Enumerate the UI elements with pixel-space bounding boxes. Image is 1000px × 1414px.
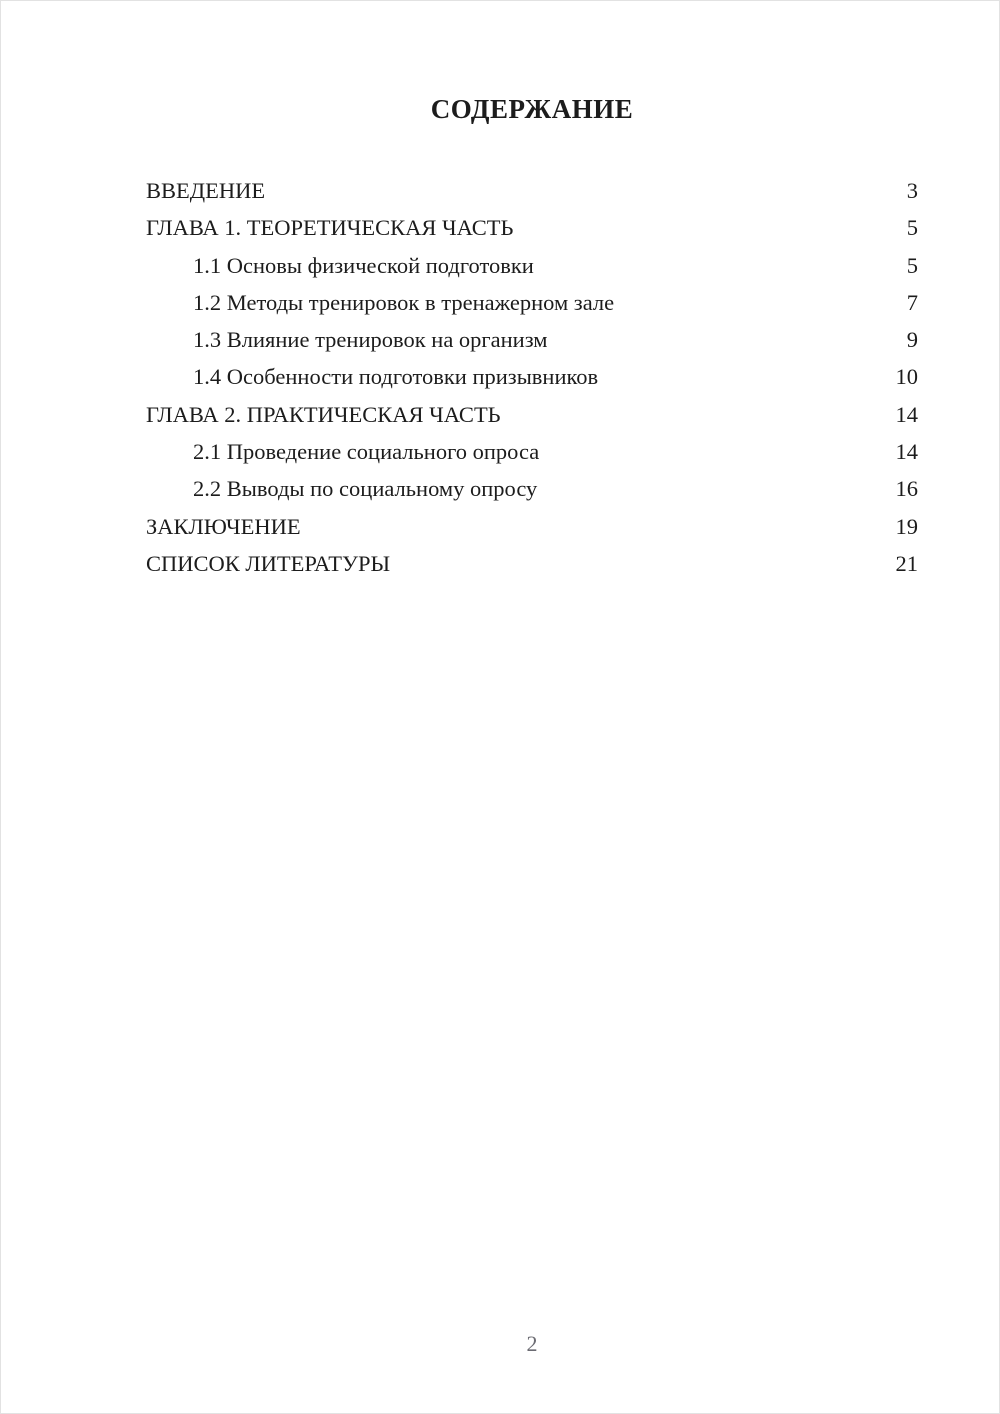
toc-entry-label: 1.1 Основы физической подготовки <box>193 252 534 278</box>
toc-entry-label: 1.4 Особенности подготовки призывников <box>193 364 599 390</box>
toc-entry <box>146 284 918 321</box>
toc-entry <box>146 396 918 433</box>
toc-entry-page: 19 <box>895 513 918 539</box>
toc-entry-label: ГЛАВА 2. ПРАКТИЧЕСКАЯ ЧАСТЬ <box>146 401 501 427</box>
toc-entry-label: 1.3 Влияние тренировок на организм <box>193 327 548 353</box>
content-column <box>146 1 918 582</box>
toc-entry-page: 21 <box>895 550 918 576</box>
toc-entry <box>146 433 918 470</box>
toc-entry <box>146 508 918 545</box>
toc-entry-label: 1.2 Методы тренировок в тренажерном зале <box>193 289 615 315</box>
toc-entry <box>146 247 918 284</box>
toc-entry <box>146 358 918 395</box>
toc-entry-page: 3 <box>906 178 918 203</box>
toc-entry-label: ГЛАВА 1. ТЕОРЕТИЧЕСКАЯ ЧАСТЬ <box>146 215 514 241</box>
toc-entry-page: 14 <box>895 439 918 465</box>
toc-entry-label: ВВЕДЕНИЕ <box>146 178 266 203</box>
page-title: СОДЕРЖАНИЕ <box>430 94 634 124</box>
toc-entry-label: СПИСОК ЛИТЕРАТУРЫ <box>146 550 391 576</box>
toc-entry-label: ЗАКЛЮЧЕНИЕ <box>146 513 301 539</box>
page-number: 2 <box>526 1331 538 1356</box>
toc-entry <box>146 209 918 246</box>
toc-entry-page: 14 <box>895 401 918 427</box>
toc-entry <box>146 470 918 507</box>
toc-entry-label: 2.1 Проведение социального опроса <box>193 439 540 465</box>
toc-entry-page: 7 <box>906 289 918 315</box>
toc-list <box>146 172 918 582</box>
toc-entry-page: 16 <box>895 476 918 502</box>
toc-entry <box>146 545 918 582</box>
toc-entry-page: 9 <box>906 327 918 353</box>
toc-entry <box>146 172 918 209</box>
toc-entry <box>146 321 918 358</box>
toc-entry-page: 5 <box>906 215 918 241</box>
toc-entry-label: 2.2 Выводы по социальному опросу <box>193 476 538 502</box>
toc-entry-page: 10 <box>895 364 918 390</box>
toc-entry-page: 5 <box>906 252 918 278</box>
